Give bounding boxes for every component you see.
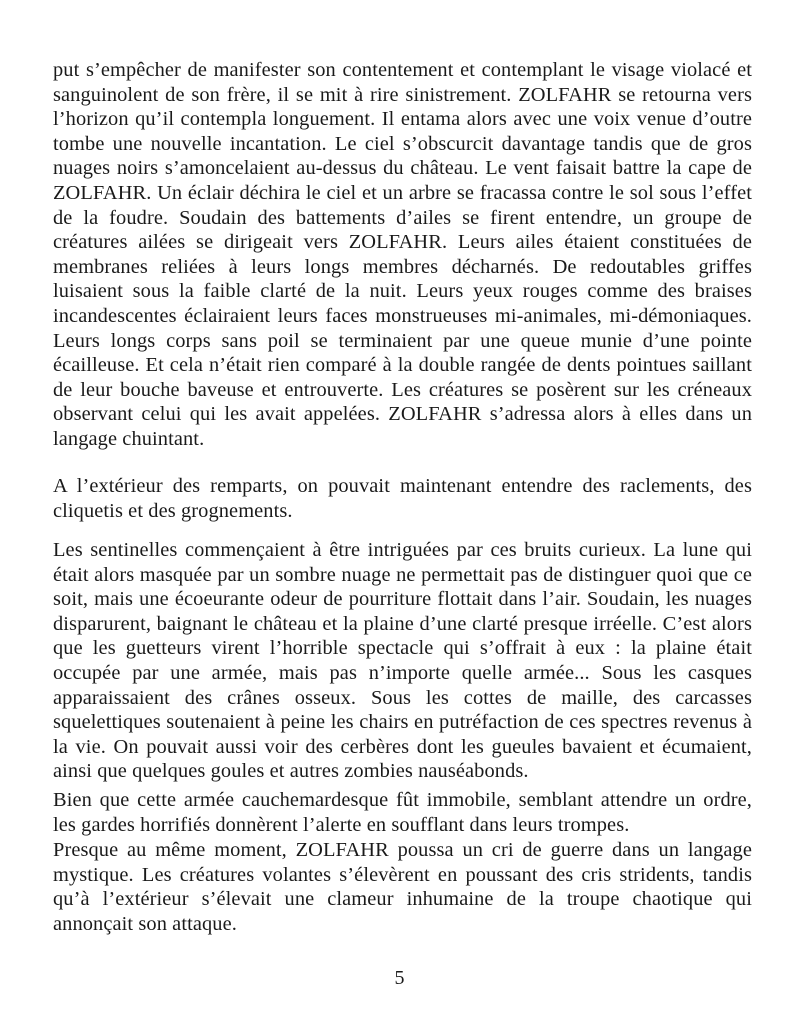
paragraph: A l’extérieur des remparts, on pouvait maintenant entendre des raclements, des cliquetis et des grognements. [53, 475, 752, 522]
page-number: 5 [394, 967, 405, 989]
paragraph: Les sentinelles commençaient à être intriguées par ces bruits curieux. La lune qui était alors masquée par un sombre nuage ne permettait pas de distinguer quoi que ce soit, mais une écoeurante odeur de pourriture flottait dans l’air. Soudain, les nuages disparurent, baignant le château et la plaine d’une clarté presque irréelle. C’est alors que les guetteurs virent l’horrible spectacle qui s’offrait à eux : la plaine était occupée par une armée, mais pas n’importe quelle armée... Sous les casques apparaissaient des crânes osseux. Sous les cottes de maille, des carcasses squelettiques soutenaient à peine les chairs en putréfaction de ces spectres revenus à la vie. On pouvait aussi voir des cerbères dont les gueules bavaient et écumaient, ainsi que quelques goules et autres zombies nauséabonds. [53, 539, 752, 783]
paragraph: Bien que cette armée cauchemardesque fût immobile, semblant attendre un ordre, les gardes horrifiés donnèrent l’alerte en soufflant dans leurs trompes. [53, 789, 752, 836]
paragraph: put s’empêcher de manifester son contentement et contemplant le visage violacé et sanguinolent de son frère, il se mit à rire sinistrement. ZOLFAHR se retourna vers l’horizon qu’il contempla longuement. Il entama alors avec une voix venue d’outre tombe une nouvelle incantation. Le ciel s’obscurcit davantage tandis que de gros nuages noirs s’amoncelaient au-dessus du château. Le vent faisait battre la cape de ZOLFAHR. Un éclair déchira le ciel et un arbre se fracassa contre le sol sous l’effet de la foudre. Soudain des battements d’ailes se firent entendre, un groupe de créatures ailées se dirigeait vers ZOLFAHR. Leurs ailes étaient constituées de membranes reliées à leurs longs membres décharnés. De redoutables griffes luisaient sous la faible clarté de la nuit. Leurs yeux rouges comme des braises incandescentes éclairaient leurs faces monstrueuses mi-animales, mi-démoniaques. Leurs longs corps sans poil se terminaient par une queue munie d’une pointe écailleuse. Et cela n’était rien comparé à la double rangée de dents pointues saillant de leur bouche baveuse et entrouverte. Les créatures se posèrent sur les créneaux observant celui qui les avait appelées. ZOLFAHR s’adressa alors à elles dans un langage chuintant. [53, 59, 752, 450]
paragraph: Presque au même moment, ZOLFAHR poussa un cri de guerre dans un langage mystique. Les créatures volantes s’élevèrent en poussant des cris stridents, tandis qu’à l’extérieur s’élevait une clameur inhumaine de la troupe chaotique qui annonçait son attaque. [53, 839, 752, 935]
